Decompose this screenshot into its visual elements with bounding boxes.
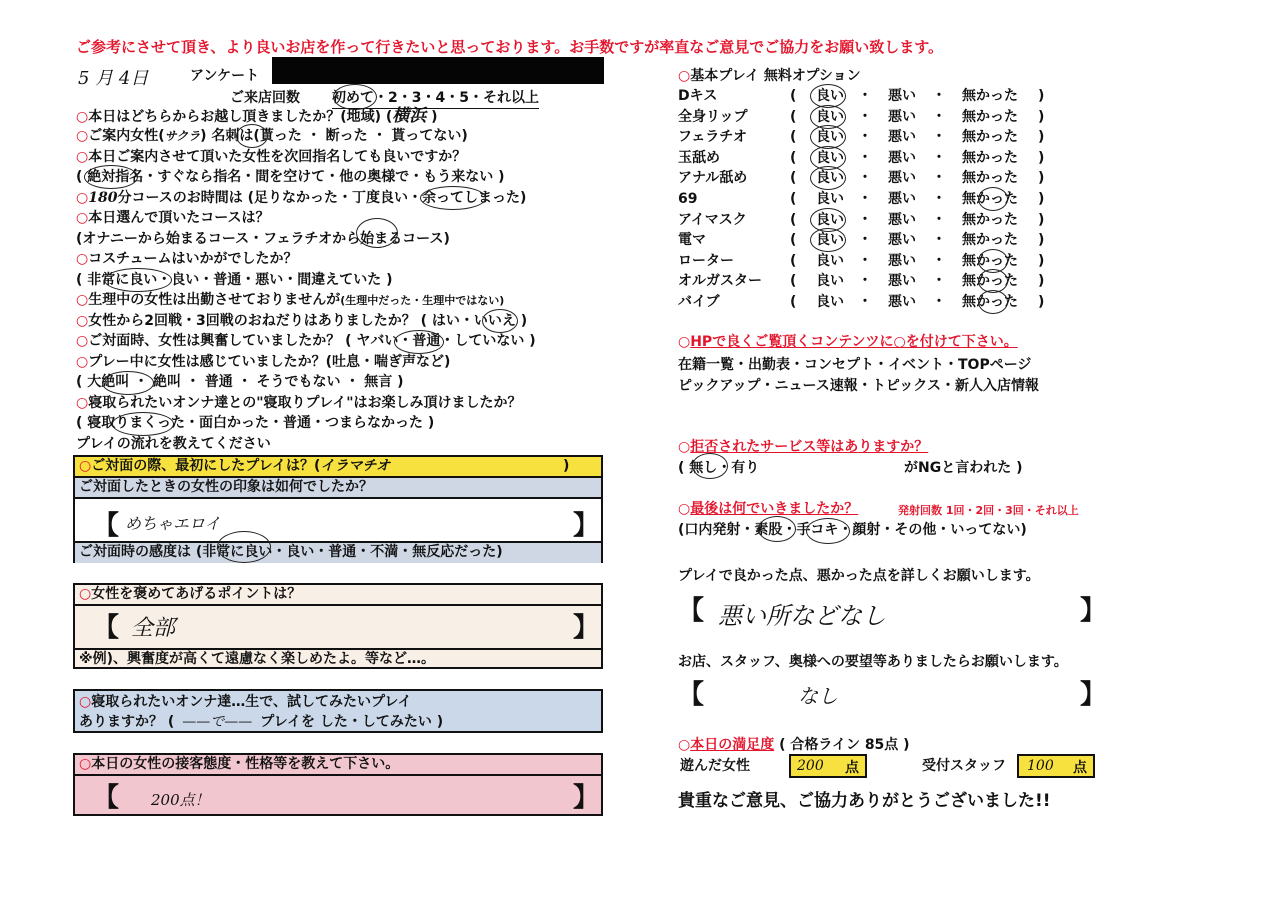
option-row: ( 絶対指名・すぐなら指名・間を空けて・他の奥様で・もう来ない ) [76, 169, 505, 185]
impression-question: ご対面したときの女性の印象は如何でしたか？ [75, 478, 601, 499]
first-play-box [73, 455, 603, 563]
rating-none: 無かった [962, 211, 1018, 228]
rating-row: オルガスター ( 良い ・ 悪い ・ 無かった ) [678, 273, 1045, 290]
visit-count-label: ご来店回数 [230, 90, 300, 106]
rating-good: 良い [816, 211, 844, 228]
reception-score [1017, 754, 1095, 778]
question-row: ○ご対面時、女性は興奮していましたか？ ( ヤバい・普通・していない ) [76, 333, 536, 349]
rating-good: 良い [816, 108, 844, 125]
hand-circle [112, 412, 174, 436]
try-play-box [73, 689, 603, 733]
hp-contents-line1: 在籍一覧・出勤表・コンセプト・イベント・TOPページ [678, 357, 1032, 373]
finish-options: (口内発射・素股・手コキ・顔射・その他・いってない) [678, 522, 1027, 538]
satisfaction-row: ○本日の満足度 ( 合格ライン 85点 ) [678, 737, 910, 753]
question-row: ○生理中の女性は出勤させておりませんが(生理中だった・生理中ではない) [76, 292, 505, 308]
rating-bad: 悪い [888, 232, 916, 249]
hand-circle [217, 531, 271, 563]
bracket-close: 】 [573, 511, 600, 541]
bracket-close: 】 [1080, 596, 1107, 626]
play-item-label: 玉舐め [678, 149, 720, 166]
praise-example-note: ※例)、興奮度が高くて遠慮なく楽しめたよ。等など…。 [75, 648, 601, 669]
option-row: ( 大絶叫 ・ 絶叫 ・ 普通 ・ そうでもない ・ 無言 ) [76, 374, 404, 390]
bracket-open: 【 [93, 511, 120, 541]
rating-good: 良い [816, 129, 844, 146]
play-item-label: ローター [678, 252, 734, 269]
hand-circle [394, 330, 444, 354]
play-item-label: アナル舐め [678, 170, 748, 187]
question-row: ○本日はどちらからお越し頂きましたか？(地域) (横浜 ) [76, 106, 438, 126]
play-item-label: Dキス [678, 88, 718, 104]
praise-point-box [73, 583, 603, 669]
date-handwritten: 5 月 4日 [78, 68, 149, 89]
play-item-label: フェラチオ [678, 129, 748, 146]
rating-good: 良い [816, 273, 844, 290]
rating-none: 無かった [962, 232, 1018, 249]
bracket-open: 【 [93, 613, 120, 643]
rating-bad: 悪い [888, 170, 916, 187]
finish-question: ○最後は何でいきましたか？ [678, 501, 859, 517]
rating-bad: 悪い [888, 273, 916, 290]
rating-bad: 悪い [888, 294, 916, 310]
redacted-name-block [272, 57, 604, 84]
thanks-text: 貴重なご意見、ご協力ありがとうございました!! [678, 791, 1051, 811]
rating-row: アナル舐め ( 良い ・ 悪い ・ 無かった ) [678, 170, 1045, 187]
rating-none: 無かった [962, 252, 1018, 269]
rating-good: 良い [816, 191, 844, 207]
hp-question: ○HPで良くご覧頂くコンテンツに○を付けて下さい。 [678, 334, 1018, 350]
hand-circle [84, 165, 138, 189]
play-item-label: 69 [678, 191, 698, 207]
hand-circle [236, 124, 268, 148]
reception-label: 受付スタッフ [922, 758, 1006, 774]
rating-row: アイマスク ( 良い ・ 悪い ・ 無かった ) [678, 211, 1045, 228]
rating-none: 無かった [962, 129, 1018, 146]
rating-none: 無かった [962, 88, 1018, 104]
survey-label: アンケート [190, 68, 260, 84]
hand-circle [356, 218, 398, 248]
first-play-question: ○ご対面の際、最初にしたプレイは？(イラマチオ ) [75, 457, 601, 478]
option-row: (オナニーから始まるコース・フェラチオから始まるコース) [76, 231, 450, 247]
play-item-label: アイマスク [678, 211, 747, 228]
rating-row: 玉舐め ( 良い ・ 悪い ・ 無かった ) [678, 149, 1045, 166]
refused-question: ○拒否されたサービス等はありますか？ [678, 439, 929, 455]
bracket-close: 】 [573, 613, 600, 643]
attitude-box [73, 753, 603, 816]
rating-bad: 悪い [888, 88, 916, 104]
visit-count-options: 初めて・2・3・4・5・それ以上 [332, 88, 539, 109]
bracket-close: 】 [1080, 680, 1107, 710]
refused-tail: がNGと言われた ) [904, 460, 1023, 476]
played-woman-label: 遊んだ女性 [680, 758, 750, 774]
basic-play-label: ○基本プレイ 無料オプション [678, 68, 861, 84]
point-label: 点 [845, 760, 859, 776]
hand-circle [102, 371, 154, 395]
hand-circle [420, 186, 486, 210]
rating-good: 良い [816, 88, 844, 104]
hand-circle [758, 516, 796, 542]
played-woman-score [789, 754, 867, 778]
question-row: ○本日選んで頂いたコースは？ [76, 210, 270, 226]
sensitivity-question: ご対面時の感度は (非常に良い・良い・普通・不満・無反応だった) [75, 541, 601, 563]
rating-bad: 悪い [888, 252, 916, 269]
rating-good: 良い [816, 232, 844, 249]
point-label: 点 [1073, 760, 1087, 776]
play-item-label: 全身リップ [678, 108, 748, 125]
question-row: ○本日ご案内させて頂いた女性を次回指名しても良いですか？ [76, 149, 467, 165]
impression-handwritten: めちゃエロイ [125, 514, 221, 533]
played-score-handwritten: 200 [797, 758, 824, 774]
hand-circle [104, 268, 172, 292]
rating-none: 無かった [962, 191, 1018, 207]
hp-contents-line2: ピックアップ・ニュース速報・トピックス・新人入店情報 [678, 378, 1040, 394]
rating-none: 無かった [962, 108, 1018, 125]
bracket-open: 【 [678, 680, 705, 710]
question-row: ○ご案内女性(サクラ) 名刺は(貰った ・ 断った ・ 貰ってない) [76, 128, 468, 144]
good-bad-question: プレイで良かった点、悪かった点を詳しくお願いします。 [678, 568, 1040, 584]
option-row: ( 非常に良い・良い・普通・悪い・間違えていた ) [76, 272, 393, 288]
try-play-row: ありますか？ ( ——で—— プレイを した・してみたい ) [79, 714, 444, 730]
play-item-label: オルガスター [678, 273, 762, 290]
rating-row: ローター ( 良い ・ 悪い ・ 無かった ) [678, 252, 1045, 269]
play-flow-label: プレイの流れを教えてください [76, 436, 271, 452]
rating-good: 良い [816, 294, 844, 310]
praise-handwritten: 全部 [131, 616, 176, 641]
hand-circle [978, 187, 1008, 211]
question-row: ○寝取られたいオンナ達との"寝取りプレイ"はお楽しみ頂けましたか？ [76, 395, 522, 411]
attitude-question: ○本日の女性の接客態度・性格等を教えて下さい。 [75, 755, 601, 776]
request-question: お店、スタッフ、奥様への要望等ありましたらお願いします。 [678, 654, 1068, 670]
rating-bad: 悪い [888, 211, 916, 228]
good-bad-handwritten: 悪い所などなし [718, 602, 886, 630]
refused-options: ( 無し・有り [678, 460, 760, 476]
rating-bad: 悪い [888, 129, 916, 146]
request-handwritten: なし [798, 684, 838, 708]
rating-row: Dキス ( 良い ・ 悪い ・ 無かった ) [678, 88, 1045, 104]
rating-good: 良い [816, 252, 844, 269]
rating-row: 69 ( 良い ・ 悪い ・ 無かった ) [678, 191, 1045, 207]
rating-none: 無かった [962, 273, 1018, 290]
finish-count: 発射回数 1回・2回・3回・それ以上 [898, 504, 1079, 517]
rating-row: 全身リップ ( 良い ・ 悪い ・ 無かった ) [678, 108, 1045, 125]
hand-circle [482, 309, 518, 333]
rating-bad: 悪い [888, 108, 916, 125]
hand-circle [692, 453, 728, 479]
rating-none: 無かった [962, 294, 1018, 310]
rating-none: 無かった [962, 170, 1018, 187]
rating-none: 無かった [962, 149, 1018, 166]
hand-circle [806, 518, 850, 544]
reception-score-handwritten: 100 [1027, 758, 1054, 774]
bracket-open: 【 [93, 783, 120, 813]
header-text: ご参考にさせて頂き、より良いお店を作って行きたいと思っております。お手数ですが率直なご意見でご協力をお願い致します。 [76, 38, 944, 56]
question-row: ○プレー中に女性は感じていましたか？(吐息・喘ぎ声など) [76, 354, 451, 370]
rating-bad: 悪い [888, 149, 916, 166]
attitude-handwritten: 200点！ [151, 791, 210, 809]
bracket-close: 】 [573, 783, 600, 813]
rating-row: フェラチオ ( 良い ・ 悪い ・ 無かった ) [678, 129, 1045, 146]
question-row: ○180分コースのお時間は (足りなかった・丁度良い・余ってしまった) [76, 190, 527, 206]
rating-good: 良い [816, 170, 844, 187]
hand-circle [978, 290, 1008, 314]
rating-good: 良い [816, 149, 844, 166]
option-row: ( 寝取りまくった・面白かった・普通・つまらなかった ) [76, 415, 435, 431]
rating-row: バイブ ( 良い ・ 悪い ・ 無かった ) [678, 294, 1045, 310]
play-item-label: バイブ [678, 294, 720, 310]
question-row: ○コスチュームはいかがでしたか？ [76, 251, 298, 267]
praise-question: ○女性を褒めてあげるポイントは？ [75, 585, 601, 606]
bracket-open: 【 [678, 596, 705, 626]
rating-bad: 悪い [888, 191, 916, 207]
question-row: ○女性から2回戦・3回戦のおねだりはありましたか？ ( はい・いいえ ) [76, 313, 528, 329]
rating-row: 電マ ( 良い ・ 悪い ・ 無かった ) [678, 232, 1045, 249]
try-play-question: ○寝取られたいオンナ達…生で、試してみたいプレイ [79, 694, 412, 710]
play-item-label: 電マ [678, 232, 706, 249]
